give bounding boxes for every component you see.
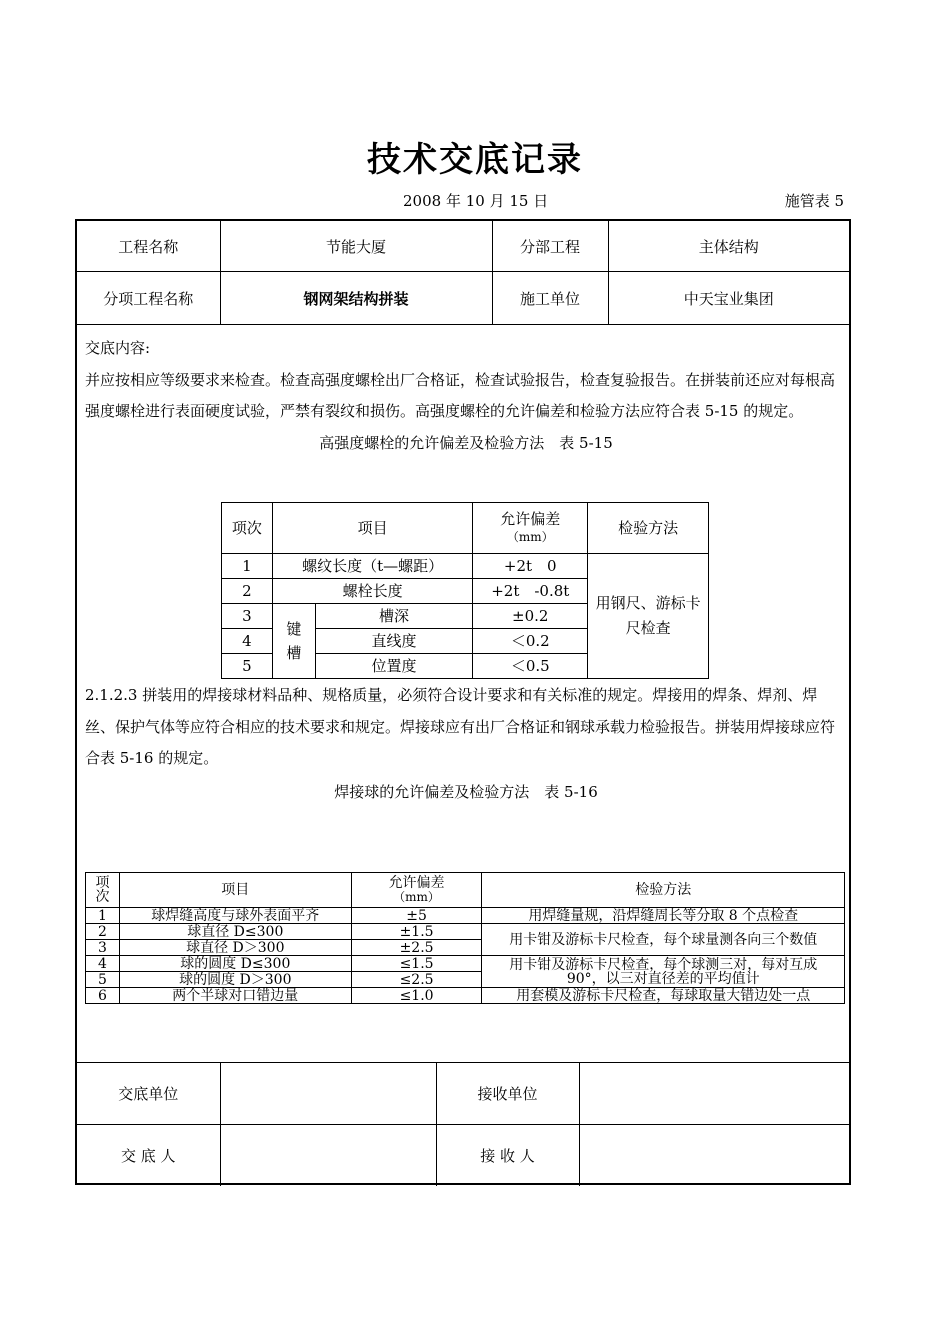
table-cell: 1 bbox=[222, 554, 273, 579]
receiver-unit-field[interactable] bbox=[579, 1063, 849, 1125]
header-table bbox=[77, 221, 849, 325]
t1-method: 用钢尺、游标卡尺检查 bbox=[588, 554, 709, 679]
t2-method-1: 用焊缝量规，沿焊缝周长等分取 8 个点检查 bbox=[482, 908, 845, 924]
t2-method-4-5: 用卡钳及游标卡尺检查，每个球测三对，每对互成 90°，以三对直径差的平均值计 bbox=[482, 956, 845, 988]
table-cell: +2t -0.8t bbox=[473, 579, 588, 604]
issuer-unit-label: 交底单位 bbox=[77, 1063, 220, 1125]
page-title: 技术交底记录 bbox=[367, 140, 583, 180]
disclosure-content-2 bbox=[85, 680, 847, 808]
table-cell: +2t 0 bbox=[473, 554, 588, 579]
table-cell: 槽深 bbox=[315, 604, 473, 629]
table-cell: 4 bbox=[86, 956, 120, 972]
content-paragraph-2: 2.1.2.3 拼装用的焊接球材料品种、规格质量，必须符合设计要求和有关标准的规定。焊接用的焊条、焊剂、焊丝、保护气体等应符合相应的技术要求和规定。焊接球应有出厂合格证和钢球承载力检验报告。拼装用焊接球应符合表 5-16 的规定。 bbox=[85, 686, 836, 767]
bolt-tolerance-table bbox=[221, 502, 709, 679]
t2-header-method: 检验方法 bbox=[482, 873, 845, 908]
content-paragraph-1: 并应按相应等级要求来检查。检查高强度螺栓出厂合格证，检查试验报告，检查复验报告。在拼装前还应对每根高强度螺栓进行表面硬度试验，严禁有裂纹和损伤。高强度螺栓的允许偏差和检验方法应符合表 5-15 的规定。 bbox=[85, 370, 836, 420]
t1-header-method: 检验方法 bbox=[588, 503, 709, 554]
table-cell: ＜0.2 bbox=[473, 629, 588, 654]
disclosure-content bbox=[85, 333, 847, 459]
table-cell: ±0.2 bbox=[473, 604, 588, 629]
table-cell: 位置度 bbox=[315, 654, 473, 679]
issuer-label: 交 底 人 bbox=[77, 1125, 220, 1187]
subproject-label: 分项工程名称 bbox=[77, 272, 220, 325]
table-cell: 螺纹长度（t—螺距） bbox=[272, 554, 472, 579]
ball-tolerance-table bbox=[85, 872, 845, 1004]
t2-header-item: 项目 bbox=[119, 873, 351, 908]
table-cell: ±5 bbox=[351, 908, 482, 924]
table-cell: 2 bbox=[222, 579, 273, 604]
signature-table bbox=[77, 1062, 849, 1186]
table-cell: 球焊缝高度与球外表面平齐 bbox=[119, 908, 351, 924]
issuer-field[interactable] bbox=[220, 1125, 436, 1187]
t1-header-no: 项次 bbox=[222, 503, 273, 554]
receiver-label: 接 收 人 bbox=[436, 1125, 579, 1187]
table-cell: 2 bbox=[86, 924, 120, 940]
table-cell: 5 bbox=[86, 972, 120, 988]
issuer-unit-field[interactable] bbox=[220, 1063, 436, 1125]
t1-header-item: 项目 bbox=[272, 503, 472, 554]
table2-caption: 焊接球的允许偏差及检验方法 表 5-16 bbox=[334, 782, 598, 801]
project-name: 节能大厦 bbox=[220, 221, 492, 272]
table-cell: 螺栓长度 bbox=[272, 579, 472, 604]
table-cell: ±2.5 bbox=[351, 940, 482, 956]
t2-header-no: 项 次 bbox=[86, 873, 120, 908]
table-cell: ±1.5 bbox=[351, 924, 482, 940]
table-cell: 球直径 D＞300 bbox=[119, 940, 351, 956]
table-cell: 3 bbox=[86, 940, 120, 956]
table-cell: 1 bbox=[86, 908, 120, 924]
table-cell: 球的圆度 D＞300 bbox=[119, 972, 351, 988]
table-cell: ≤1.5 bbox=[351, 956, 482, 972]
t1-keyway: 键 槽 bbox=[272, 604, 315, 679]
table1-caption: 高强度螺栓的允许偏差及检验方法 表 5-15 bbox=[319, 433, 613, 452]
content-label: 交底内容: bbox=[85, 339, 151, 357]
record-date: 2008 年 10 月 15 日 bbox=[403, 192, 549, 210]
t2-method-2-3: 用卡钳及游标卡尺检查，每个球量测各向三个数值 bbox=[482, 924, 845, 956]
table-cell: ≤1.0 bbox=[351, 988, 482, 1004]
t2-header-tolerance: 允许偏差 （mm） bbox=[351, 873, 482, 908]
record-frame bbox=[75, 219, 851, 1185]
table-cell: 球直径 D≤300 bbox=[119, 924, 351, 940]
table-cell: ≤2.5 bbox=[351, 972, 482, 988]
subproject-value: 钢网架结构拼装 bbox=[220, 272, 492, 325]
division-value: 主体结构 bbox=[608, 221, 849, 272]
receiver-field[interactable] bbox=[579, 1125, 849, 1187]
t2-method-6: 用套模及游标卡尺检查，每球取量大错边处一点 bbox=[482, 988, 845, 1004]
project-name-label: 工程名称 bbox=[77, 221, 220, 272]
table-cell: 6 bbox=[86, 988, 120, 1004]
contractor-label: 施工单位 bbox=[492, 272, 608, 325]
table-cell: 3 bbox=[222, 604, 273, 629]
table-cell: 4 bbox=[222, 629, 273, 654]
table-cell: 球的圆度 D≤300 bbox=[119, 956, 351, 972]
t1-header-tolerance: 允许偏差 （mm） bbox=[473, 503, 588, 554]
receiver-unit-label: 接收单位 bbox=[436, 1063, 579, 1125]
table-cell: 两个半球对口错边量 bbox=[119, 988, 351, 1004]
contractor-value: 中天宝业集团 bbox=[608, 272, 849, 325]
table-cell: ＜0.5 bbox=[473, 654, 588, 679]
division-label: 分部工程 bbox=[492, 221, 608, 272]
table-cell: 直线度 bbox=[315, 629, 473, 654]
table-cell: 5 bbox=[222, 654, 273, 679]
form-number: 施管表 5 bbox=[784, 192, 844, 210]
